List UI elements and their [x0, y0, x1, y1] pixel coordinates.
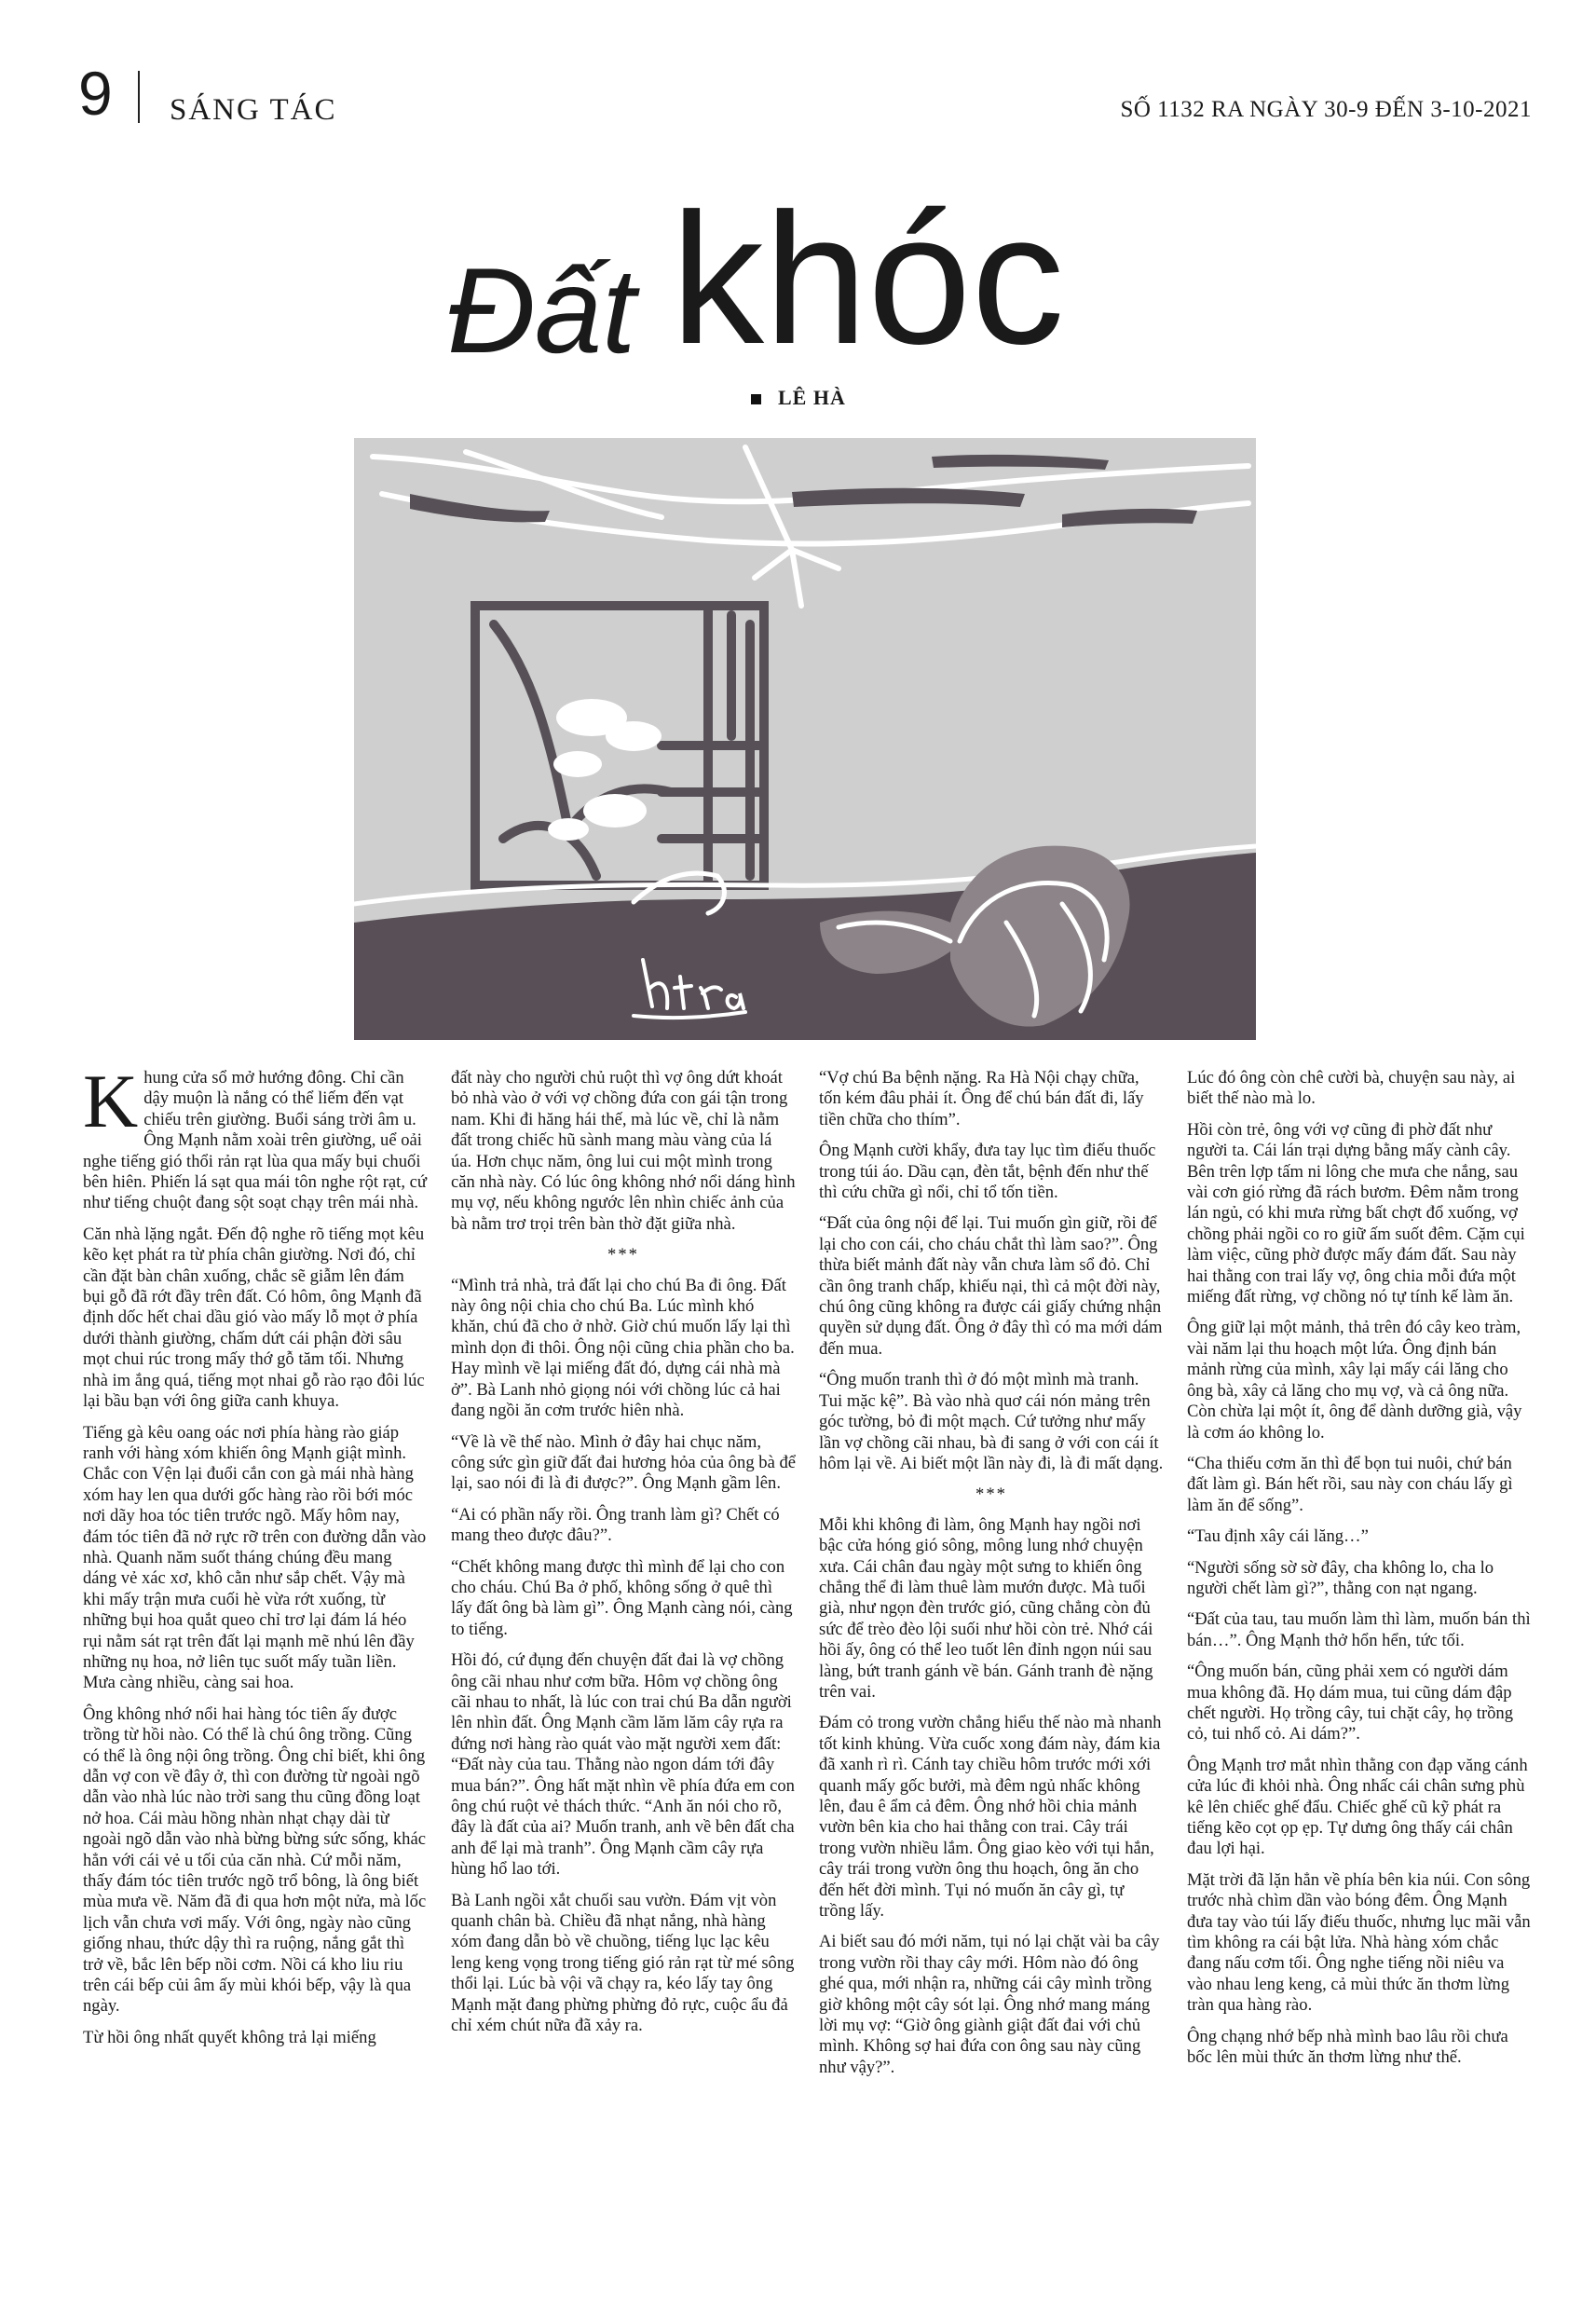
paragraph: “Ông muốn tranh thì ở đó một mình mà tranh. Tui mặc kệ”. Bà vào nhà quơ cái nón mảng trên góc tường, bỏ đi một mạch. Cứ tưởng như mấy lần vợ chồng cãi nhau, bà đi sang ở với con cái ít hôm lại về. Ai biết một lần này đi, là đi mất dạng.: [819, 1370, 1164, 1473]
paragraph: Ông Mạnh cười khẩy, đưa tay lục tìm điếu thuốc trong túi áo. Dầu cạn, đèn tắt, bệnh đến như thế thì cứu chữa gì nổi, chỉ tổ tốn tiền.: [819, 1141, 1156, 1203]
paragraph: Ông không nhớ nổi hai hàng tóc tiên ấy được trồng từ hồi nào. Có thể là chú ông trồng. Cũng có thể là ông nội ông trồng. Ông chỉ biết, khi ông dẫn vợ con về đây ở, thì con đường từ ngoài ngõ dẫn vào nhà lúc nào trời sang thu cũng đồng loạt nở hoa. Cái màu hồng nhàn nhạt chạy dài từ ngoài ngõ dẫn vào nhà bừng bừng sức sống, khác hẳn với cái vẻ u tối của căn nhà. Cứ mỗi năm, thấy đám tóc tiên trước ngõ trổ bông, là ông biết mùa mưa về. Năm đã đi qua hơn một nửa, mà lốc lịch vẫn chưa vơi mấy. Với ông, ngày nào cũng giống nhau, thức dậy thì ra ruộng, nắng gắt thì trở về, bắc lên bếp nồi cơm. Nồi cá kho liu riu trên cái bếp củi âm ấy mùi khói bếp, vậy là qua ngày.: [83, 1703, 427, 2017]
article-column-2: [451, 1068, 796, 2046]
article-title: [447, 177, 1193, 391]
paragraph: Ông chạng nhớ bếp nhà mình bao lâu rồi chưa bốc lên mùi thức ăn thơm lừng như thế.: [1187, 2026, 1508, 2068]
paragraph: đất này cho người chủ ruột thì vợ ông dứt khoát bỏ nhà vào ở với vợ chồng đứa con gái tận trong nam. Khi đi hăng hái thế, mà lúc về, chỉ là nằm đất trong chiếc hũ sành mang màu vàng của lá úa. Hơn chục năm, ông lui cui một mình trong căn nhà này. Có lúc ông không nhớ nổi dáng hình mụ vợ, nếu không ngước lên nhìn chiếc ảnh của bà nằm trơ trọi trên bàn thờ đặt giữa nhà.: [451, 1068, 796, 1234]
paragraph: Bà Lanh ngồi xắt chuối sau vườn. Đám vịt vòn quanh chân bà. Chiều đã nhạt nắng, nhà hàng xóm đang dẫn bò về chuồng, tiếng lục lạc kêu leng keng vọng trong tiếng gió rản rạt từ mé sông thổi lại. Lúc bà vội vã chạy ra, kéo lấy tay ông Mạnh mặt đang phừng phừng đỏ rực, cuộc ẩu đả chỉ xém chút nữa đã xảy ra.: [451, 1890, 795, 2036]
page-number: 9: [78, 59, 113, 128]
paragraph: Mặt trời đã lặn hẳn về phía bên kia núi. Con sông trước nhà chìm dần vào bóng đêm. Ông Mạnh đưa tay vào túi lấy điếu thuốc, nhưng lục mãi vẫn tìm không ra cái bật lửa. Nhà hàng xóm chắc đang nấu cơm tối. Ông nghe tiếng nồi niêu va vào nhau leng keng, cả mùi thức ăn thơm lừng tràn qua hàng rào.: [1187, 1869, 1531, 2016]
author-name: LÊ HÀ: [778, 386, 846, 409]
paragraph: Ông giữ lại một mảnh, thả trên đó cây keo tràm, vài năm lại thu hoạch một lứa. Ông định bán mảnh rừng của mình, xây lại mấy cái lăng cho ông bà, xây cả lăng cho mụ vợ, và cả ông nữa. Còn chừa lại một ít, ông để dành dưỡng già, vậy là cơm áo không lo.: [1187, 1318, 1522, 1443]
paragraph: Hồi đó, cứ đụng đến chuyện đất đai là vợ chồng ông cãi nhau như cơm bữa. Hôm vợ chồng ông cãi nhau to nhất, là lúc con trai chú Ba dẫn người lên nhìn đất. Ông Mạnh cầm lăm lăm cây rựa ra đứng nơi hàng rào quát vào mặt người xem đất: “Đất này của tau. Thằng nào ngon dám tới đây mua bán?”. Ông hất mặt nhìn về phía đứa em con ông chú ruột vẻ thách thức. “Anh ăn nói cho rõ, đây là đất của ai? Muốn tranh, anh về bên đất cha anh để lại mà tranh”. Ông Mạnh cầm cây rựa hùng hổ lao tới.: [451, 1650, 795, 1880]
byline: [751, 386, 846, 410]
title-main-word: khóc: [671, 175, 1065, 383]
paragraph: “Tau định xây cái lăng…”: [1187, 1526, 1369, 1547]
paragraph: “Vợ chú Ba bệnh nặng. Ra Hà Nội chạy chữa, tốn kém đâu phải ít. Ông để chú bán đất đi, lấy tiền chữa cho thím”.: [819, 1068, 1144, 1129]
article-column-4: [1187, 1068, 1532, 2078]
paragraph: Căn nhà lặng ngắt. Đến độ nghe rõ tiếng mọt kêu kẽo kẹt phát ra từ phía chân giường. Nơi đó, chỉ cần đặt bàn chân xuống, chắc sẽ giẫm lên đám bụi gỗ đã rớt đầy trên đất. Có hôm, ông Mạnh đã định dốc hết chai dầu gió vào mấy lỗ mọt ở phía dưới thành giường, chấm dứt cái phận đời sâu mọt chui rúc trong mấy thớ gỗ tăm tối. Nhưng nhà im ắng quá, tiếng mọt nhai gỗ rào rạo đôi lúc lại bầu bạn với ông giữa canh khuya.: [83, 1224, 425, 1412]
paragraph: “Ông muốn bán, cũng phải xem có người dám mua không đã. Họ dám mua, tui cũng dám đập chết người. Họ trồng cây, tui chặt cây, họ trồng cỏ, tui nhổ cỏ. Ai dám?”.: [1187, 1662, 1514, 1744]
article-body: [83, 1059, 1536, 2279]
paragraph: “Cha thiếu cơm ăn thì để bọn tui nuôi, chứ bán đất làm gì. Bán hết rồi, sau này con cháu lấy gì làm ăn để sống”.: [1187, 1453, 1513, 1515]
section-label: SÁNG TÁC: [170, 93, 337, 127]
dropcap-letter: K: [83, 1059, 139, 1143]
paragraph: Ông Mạnh trơ mắt nhìn thằng con đạp văng cánh cửa lúc đi khỏi nhà. Ông nhấc cái chân sưng phù kê lên chiếc ghế đẩu. Chiếc ghế cũ kỹ phát ra tiếng kẽo cọt ọp ẹp. Tự dưng ông thấy cái chân đau lợi hại.: [1187, 1755, 1528, 1859]
byline-square-icon: [751, 394, 761, 404]
issue-info: SỐ 1132 RA NGÀY 30-9 ĐẾN 3-10-2021: [1120, 97, 1532, 122]
paragraph: Ai biết sau đó mới năm, tụi nó lại chặt vài ba cây trong vườn rồi thay cây mới. Hôm nào đó ông ghé qua, mới nhận ra, những cái cây mình trồng giờ không một cây sót lại. Ông nhớ mang máng lời mụ vợ: “Giờ ông giành giật đất đai với chủ mình. Không sợ hai đứa con ông sau này cũng như vậy?”.: [819, 1932, 1160, 2077]
paragraph: Từ hồi ông nhất quyết không trả lại miếng: [83, 2027, 376, 2047]
section-break: ***: [975, 1484, 1007, 1505]
paragraph: “Người sống sờ sờ đây, cha không lo, cha lo người chết làm gì?”, thằng con nạt ngang.: [1187, 1557, 1494, 1598]
header-divider: [138, 71, 140, 123]
illustration-drawing: [354, 438, 1256, 1040]
paragraph: Lúc đó ông còn chê cười bà, chuyện sau này, ai biết thế nào mà lo.: [1187, 1068, 1516, 1109]
article-illustration: [354, 438, 1256, 1040]
section-break: ***: [607, 1245, 639, 1265]
paragraph: Đám cỏ trong vườn chẳng hiểu thế nào mà nhanh tốt kinh khủng. Vừa cuốc xong đám này, đám kia đã xanh rì rì. Cánh tay chiều hôm trước mới xới quanh mấy gốc bưởi, mà đêm ngủ nhấc không lên, đau ê ẩm cả đêm. Ông nhớ hồi chia mảnh vườn bên kia cho hai thằng con trai. Cây trái trong vườn nhiều lắm. Ông giao kèo với tụi hắn, cây trái trong vườn ông thu hoạch, ông ăn cho đến hết đời mình. Tụi nó muốn ăn cây gì, tự trồng lấy.: [819, 1713, 1162, 1922]
paragraph: Hồi còn trẻ, ông với vợ cũng đi phờ đất như người ta. Cái lán trại dựng bằng mấy cành cây. Bên trên lợp tấm ni lông che mưa che nắng, sau vài cơn gió rừng đã rách bươm. Đêm nằm trong lán ngủ, có khi mưa rừng bất chợt đổ xuống, vợ chồng phải ngồi co ro giữ ấm suốt đêm. Cặm cụi làm việc, cũng phờ được mấy đám đất. Sau này hai thằng con trai lấy vợ, ông chia mỗi đứa một miếng đất rừng, vợ chồng nó tự tính kế làm ăn.: [1187, 1119, 1525, 1307]
paragraph: “Chết không mang được thì mình để lại cho con cho cháu. Chú Ba ở phố, không sống ở quê thì lấy đất ông bà làm gì”. Ông Mạnh càng nói, càng to tiếng.: [451, 1556, 793, 1639]
paragraph: “Đất của ông nội để lại. Tui muốn gìn giữ, rồi để lại cho con cái, cho cháu chắt thì làm sao?”. Ông thừa biết mảnh đất này vẫn chưa làm sổ đỏ. Chỉ cần ông tranh chấp, khiếu nại, thì cả một đời này, chú ông cũng không ra được cái giấy chứng nhận quyền sử dụng đất. Ông ở đây thì có ma mới dám đến mua.: [819, 1213, 1163, 1359]
paragraph: “Ai có phần nấy rồi. Ông tranh làm gì? Chết có mang theo được đâu?”.: [451, 1504, 780, 1546]
paragraph: Khung cửa sổ mở hướng đông. Chỉ cần dậy muộn là nắng có thể liếm đến vạt chiếu trên giường. Buổi sáng trời âm u. Ông Mạnh nằm xoài trên giường, uể oải nghe tiếng gió thổi rản rạt lùa qua mấy bụi chuối bên hiên. Phiến lá sạt qua mái tôn nghe rột rạt, cứ như tiếng chuột đang sột soạt chạy trên mái nhà.: [83, 1059, 427, 1213]
paragraph: “Đất của tau, tau muốn làm thì làm, muốn bán thì bán…”. Ông Mạnh thở hổn hển, tức tối.: [1187, 1609, 1531, 1650]
article-column-3: [819, 1068, 1164, 2088]
paragraph: Tiếng gà kêu oang oác nơi phía hàng rào giáp ranh với hàng xóm khiến ông Mạnh giật mình. Chắc con Vện lại đuổi cắn con gà mái nhà hàng xóm hay len qua dưới gốc hàng rào rồi bới móc nơi dãy hoa tóc tiên trước ngõ. Mấy hôm nay, đám tóc tiên đã nở rực rỡ trên con đường dẫn vào nhà. Quanh năm suốt tháng chúng đều mang dáng vẻ xác xơ, khô cằn như sắp chết. Vậy mà khi mấy trận mưa cuối hè vừa rớt xuống, từ những bụi hoa quắt queo chỉ trơ lại đám lá héo rụi nằm sát rạt trên đất lại mạnh mẽ nhú lên đầy những nụ hoa, nở liên tục suốt mấy tuần liền. Mưa càng nhiều, càng sai hoa.: [83, 1422, 427, 1693]
paragraph: “Về là về thế nào. Mình ở đây hai chục năm, công sức gìn giữ đất đai hương hỏa của ông bà để lại, sao nói đi là đi được?”. Ông Mạnh gầm lên.: [451, 1431, 797, 1494]
article-column-1: [83, 1059, 428, 2059]
paragraph: “Mình trả nhà, trả đất lại cho chú Ba đi ông. Đất này ông nội chia cho chú Ba. Lúc mình khó khăn, chú đã cho ở nhờ. Giờ chú muốn lấy lại thì mình dọn đi thôi. Ông nội cũng chia phần cho ba. Hay mình về lại miếng đất đó, dựng cái nhà mà ở”. Bà Lanh nhỏ giọng nói với chồng lúc cả hai đang ngồi ăn cơm trước hiên nhà.: [451, 1275, 795, 1421]
title-italic-word: Đất: [447, 242, 636, 378]
page-header: [78, 59, 1532, 130]
paragraph: Mỗi khi không đi làm, ông Mạnh hay ngồi nơi bậc cửa hóng gió sông, mông lung nhớ chuyện xưa. Cái chân đau ngày một sưng to khiến ông chẳng thể đi làm thuê làm mướn được. Mà tuổi già, như ngọn đèn trước gió, cũng chẳng còn đủ sức để trèo đèo lội suối như hồi còn trẻ. Nhớ cái hồi ấy, ông có thể leo tuốt lên đỉnh ngọn núi sau làng, bứt tranh gánh về bán. Gánh tranh đè nặng trên vai.: [819, 1514, 1153, 1702]
